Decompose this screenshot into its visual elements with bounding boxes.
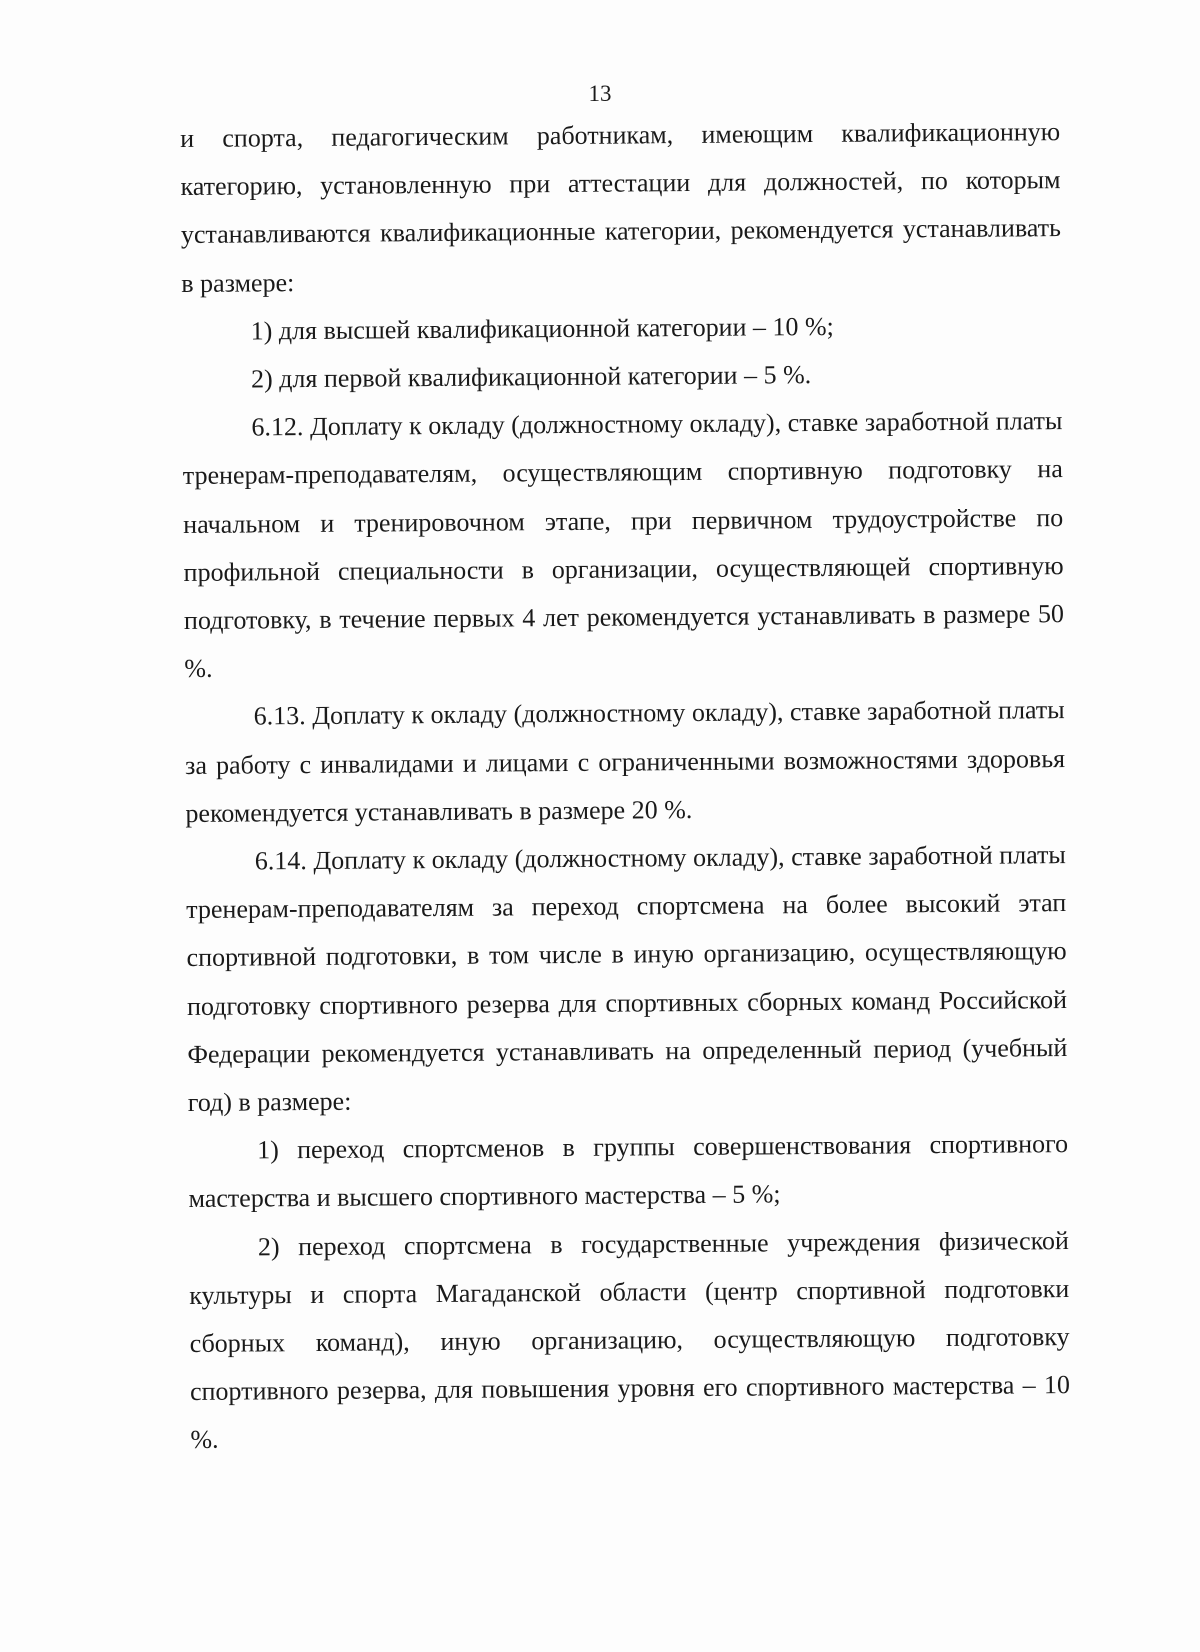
list-item-excellence-groups: 1) переход спортсменов в группы совершенствования спортивного мастерства и высшего спортивного мастерства – 5 %; — [188, 1129, 1069, 1214]
paragraph-continuation: и спорта, педагогическим работникам, имеющим квалификационную категорию, установленную при аттестации для должностей, по которым устанавливаются квалификационные категории, рекомендуется устанавливать в размере: — [180, 117, 1062, 298]
document-body — [180, 108, 1071, 1465]
list-item-first-category: 2) для первой квалификационной категории – 5 %. — [250, 360, 812, 394]
clause-6-14: 6.14. Доплату к окладу (должностному окладу), ставке заработной платы тренерам-преподавателям за переход спортсмена на более высокий этап спортивной подготовки, в том числе в иную организацию, осуществляющую подготовку спортивного резерва для спортивных сборных команд Российской Федерации рекомендуется устанавливать на определенный период (учебный год) в размере: — [186, 840, 1068, 1118]
clause-6-13: 6.13. Доплату к окладу (должностному окладу), ставке заработной платы за работу с инвалидами и лицами с ограниченными возможностями здоровья рекомендуется устанавливать в размере 20 %. — [184, 695, 1066, 828]
list-item-state-institutions: 2) переход спортсмена в государственные учреждения физической культуры и спорта Магаданской области (центр спортивной подготовки сборных команд), иную организацию, осуществляющую подготовку спортивного резерва, для повышения уровня его спортивного мастерства – 10 %. — [189, 1225, 1071, 1455]
page-number: 13 — [588, 81, 612, 106]
list-item-highest-category: 1) для высшей квалификационной категории – 10 %; — [250, 311, 834, 346]
clause-6-12: 6.12. Доплату к окладу (должностному окладу), ставке заработной платы тренерам-преподавателям, осуществляющим спортивную подготовку на начальном и тренировочном этапе, при первичном трудоустройстве по профильной специальности в организации, осуществляющей спортивную подготовку, в течение первых 4 лет рекомендуется устанавливать в размере 50 %. — [182, 406, 1065, 684]
